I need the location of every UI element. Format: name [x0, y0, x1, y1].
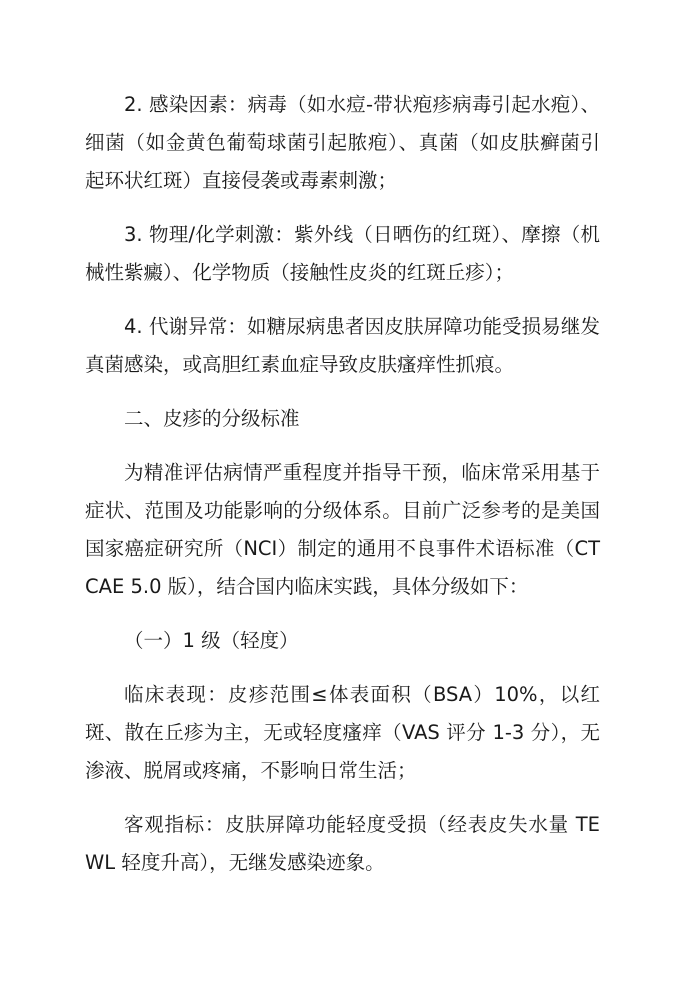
paragraph-infection-factors: 2. 感染因素：病毒（如水痘-带状疱疹病毒引起水疱）、细菌（如金黄色葡萄球菌引起脓疱）、真菌（如皮肤癣菌引起环状红斑）直接侵袭或毒素刺激； [85, 93, 600, 192]
subheading-grade-1: （一）1 级（轻度） [124, 629, 299, 652]
paragraph-physical-chemical-stimuli: 3. 物理/化学刺激：紫外线（日晒伤的红斑）、摩擦（机械性紫癜）、化学物质（接触性皮炎的红斑丘疹）； [85, 223, 600, 284]
paragraph-objective-indicators: 客观指标：皮肤屏障功能轻度受损（经表皮失水量 TEWL 轻度升高），无继发感染迹象。 [85, 813, 600, 874]
paragraph-grading-intro: 为精准评估病情严重程度并指导干预，临床常采用基于症状、范围及功能影响的分级体系。目前广泛参考的是美国国家癌症研究所（NCI）制定的通用不良事件术语标准（CTCAE 5.0 版），结合国内临床实践，具体分级如下： [85, 461, 600, 598]
document-page [85, 86, 600, 898]
section-heading-grading-standard: 二、皮疹的分级标准 [124, 407, 300, 430]
paragraph-clinical-manifestation: 临床表现：皮疹范围≤体表面积（BSA）10%，以红斑、散在丘疹为主，无或轻度瘙痒（VAS 评分 1-3 分），无渗液、脱屑或疼痛，不影响日常生活； [85, 683, 600, 782]
paragraph-metabolic-abnormality: 4. 代谢异常：如糖尿病患者因皮肤屏障功能受损易继发真菌感染，或高胆红素血症导致皮肤瘙痒性抓痕。 [85, 315, 600, 376]
